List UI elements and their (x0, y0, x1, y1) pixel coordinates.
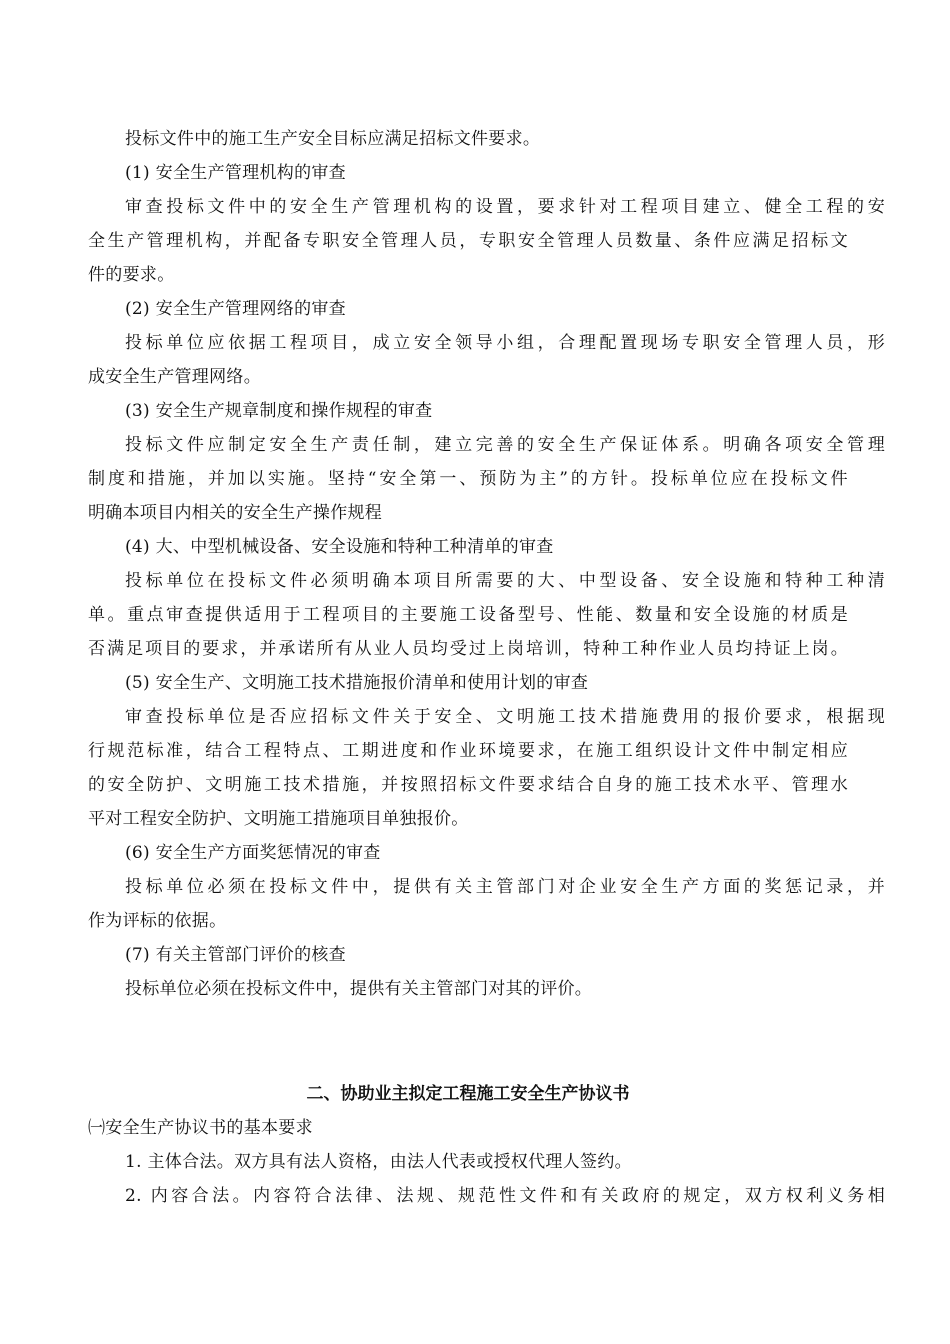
list-item: 2. 内容合法。内容符合法律、法规、规范性文件和有关政府的规定，双方权利义务相 (125, 1186, 885, 1206)
paragraph-line: 全生产管理机构，并配备专职安全管理人员，专职安全管理人员数量、条件应满足招标文 (88, 231, 848, 251)
paragraph-line: 否满足项目的要求，并承诺所有从业人员均受过上岗培训，特种工种作业人员均持证上岗。 (88, 639, 848, 659)
paragraph-line: 审查投标文件中的安全生产管理机构的设置，要求针对工程项目建立、健全工程的安 (125, 197, 885, 217)
item-heading-2: (2) 安全生产管理网络的审查 (125, 299, 346, 319)
paragraph-line: 明确本项目内相关的安全生产操作规程 (88, 503, 383, 523)
paragraph-line: 行规范标准，结合工程特点、工期进度和作业环境要求，在施工组织设计文件中制定相应 (88, 741, 848, 761)
paragraph-line: 投标单位必须在投标文件中，提供有关主管部门对企业安全生产方面的奖惩记录，并 (125, 877, 885, 897)
paragraph-line: 的安全防护、文明施工技术措施，并按照招标文件要求结合自身的施工技术水平、管理水 (88, 775, 848, 795)
paragraph-line: 投标文件应制定安全生产责任制，建立完善的安全生产保证体系。明确各项安全管理 (125, 435, 885, 455)
item-heading-4: (4) 大、中型机械设备、安全设施和特种工种清单的审查 (125, 537, 554, 557)
paragraph-line: 平对工程安全防护、文明施工措施项目单独报价。 (88, 809, 469, 829)
paragraph-line: 投标文件中的施工生产安全目标应满足招标文件要求。 (125, 129, 541, 149)
sub-heading: ㈠安全生产协议书的基本要求 (88, 1118, 313, 1138)
list-item: 1. 主体合法。双方具有法人资格，由法人代表或授权代理人签约。 (125, 1152, 632, 1172)
paragraph-line: 投标单位在投标文件必须明确本项目所需要的大、中型设备、安全设施和特种工种清 (125, 571, 885, 591)
item-heading-3: (3) 安全生产规章制度和操作规程的审查 (125, 401, 433, 421)
paragraph-line: 投标单位应依据工程项目，成立安全领导小组，合理配置现场专职安全管理人员，形 (125, 333, 885, 353)
item-heading-6: (6) 安全生产方面奖惩情况的审查 (125, 843, 381, 863)
paragraph-line: 成安全生产管理网络。 (88, 367, 261, 387)
paragraph-line: 审查投标单位是否应招标文件关于安全、文明施工技术措施费用的报价要求，根据现 (125, 707, 885, 727)
paragraph-line: 投标单位必须在投标文件中，提供有关主管部门对其的评价。 (125, 979, 593, 999)
item-heading-7: (7) 有关主管部门评价的核查 (125, 945, 346, 965)
item-heading-1: (1) 安全生产管理机构的审查 (125, 163, 346, 183)
item-heading-5: (5) 安全生产、文明施工技术措施报价清单和使用计划的审查 (125, 673, 589, 693)
paragraph-line: 作为评标的依据。 (88, 911, 227, 931)
paragraph-line: 件的要求。 (88, 265, 175, 285)
section-heading: 二、协助业主拟定工程施工安全生产协议书 (306, 1084, 630, 1104)
paragraph-line: 制度和措施，并加以实施。坚持“安全第一、预防为主”的方针。投标单位应在投标文件 (88, 469, 848, 489)
paragraph-line: 单。重点审查提供适用于工程项目的主要施工设备型号、性能、数量和安全设施的材质是 (88, 605, 848, 625)
